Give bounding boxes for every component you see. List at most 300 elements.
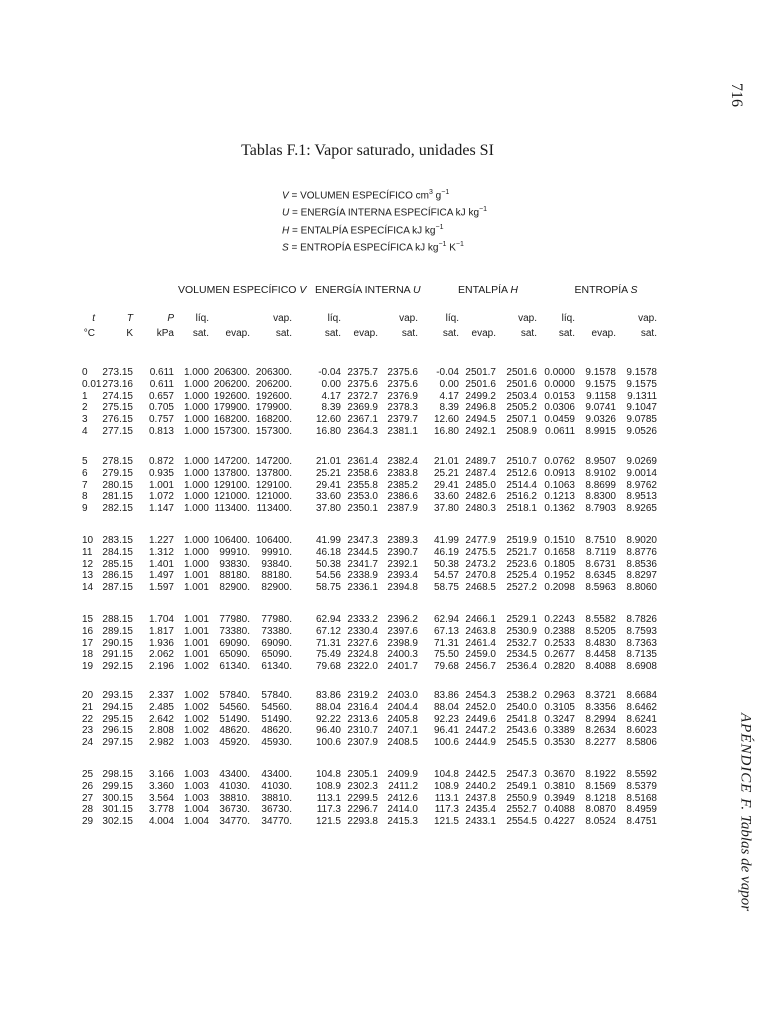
table-cell: 2521.7 — [506, 546, 537, 558]
column-header: sat. — [442, 328, 459, 339]
table-cell: 278.15 — [102, 456, 133, 467]
table-cell: 168200. — [255, 414, 292, 425]
table-cell: 8.6023 — [626, 725, 657, 737]
table-cell: 48620. — [261, 725, 292, 737]
table-cell: 45930. — [261, 737, 292, 748]
table-cell: 79.68 — [315, 661, 341, 672]
table-cell: 8.1218 — [585, 792, 616, 804]
table-cell: 2379.7 — [387, 414, 418, 425]
table-cell: 4.17 — [321, 390, 341, 402]
column-header: vap. — [399, 313, 418, 324]
page-number: 716 — [728, 83, 745, 107]
table-cell: 129100. — [255, 479, 292, 491]
table-cell: 157300. — [213, 425, 250, 437]
table-cell: 2447.2 — [465, 725, 496, 737]
table-cell: 2552.7 — [506, 804, 537, 816]
column-header: líq. — [445, 313, 459, 324]
table-cell: 2512.6 — [506, 467, 537, 479]
table-cell: 69090. — [261, 637, 292, 649]
table-cell: 2415.3 — [387, 816, 418, 827]
table-cell: 88.04 — [315, 701, 341, 713]
table-cell: 88180. — [261, 570, 292, 582]
table-cell: 8.7135 — [626, 649, 657, 661]
table-cell: 33.60 — [433, 491, 459, 503]
table-cell: 9.0785 — [626, 414, 657, 425]
table-cell: 79.68 — [433, 661, 459, 672]
column-header: sat. — [324, 328, 341, 339]
table-cell: 2302.3 — [347, 780, 378, 792]
table-cell: 0.1362 — [544, 503, 575, 514]
table-cell: 58.75 — [315, 582, 341, 593]
table-cell: 1.002 — [183, 713, 209, 725]
table-cell: 1.001 — [183, 582, 209, 593]
table-cell: 1.000 — [183, 479, 209, 491]
table-cell: 2487.4 — [465, 467, 496, 479]
symbol-legend — [282, 186, 487, 255]
table-cell: 298.15 — [102, 769, 133, 780]
table-cell: 65090. — [261, 649, 292, 661]
table-cell: 8.4458 — [585, 649, 616, 661]
table-cell: 10 — [82, 535, 94, 546]
table-cell: 0.1952 — [544, 570, 575, 582]
table-cell: 0.0762 — [544, 456, 575, 467]
table-cell: 8.7510 — [585, 535, 616, 546]
table-cell: 1.002 — [183, 701, 209, 713]
table-cell: 299.15 — [102, 780, 133, 792]
table-cell: 0.1213 — [544, 491, 575, 503]
table-cell: 292.15 — [102, 661, 133, 672]
table-cell: 2411.2 — [388, 780, 418, 792]
table-cell: 41.99 — [315, 535, 341, 546]
table-cell: 1.817 — [148, 625, 174, 637]
table-cell: 2.982 — [148, 737, 174, 748]
table-cell: 2414.0 — [387, 804, 418, 816]
table-cell: 282.15 — [102, 503, 133, 514]
table-cell: 147200. — [213, 456, 250, 467]
table-cell: 41.99 — [433, 535, 459, 546]
table-cell: 289.15 — [102, 625, 133, 637]
table-cell: 2324.8 — [347, 649, 378, 661]
table-cell: 2456.7 — [465, 661, 496, 672]
table-cell: 2470.8 — [465, 570, 496, 582]
table-cell: 8.7903 — [585, 503, 616, 514]
table-cell: 13 — [82, 570, 94, 582]
table-cell: 23 — [82, 725, 94, 737]
table-cell: 206200. — [213, 378, 250, 390]
table-cell: 2336.1 — [347, 582, 378, 593]
table-cell: 0.2677 — [544, 649, 575, 661]
table-cell: 273.16 — [102, 378, 133, 390]
table-cell: 2367.1 — [347, 414, 378, 425]
table-cell: 3.166 — [148, 769, 174, 780]
table-cell: 2.485 — [148, 701, 174, 713]
table-cell: 73380. — [261, 625, 292, 637]
table-cell: 2375.7 — [347, 367, 378, 378]
column-group-heading: ENTROPÍA S — [574, 284, 638, 296]
table-cell: 57840. — [219, 690, 250, 701]
table-cell: 8.4751 — [626, 816, 657, 827]
table-cell: 2523.6 — [506, 558, 537, 570]
table-cell: 121000. — [255, 491, 292, 503]
table-cell: 0.872 — [148, 456, 174, 467]
table-cell: 2313.6 — [347, 713, 378, 725]
column-header: °C — [83, 328, 95, 339]
table-cell: 2376.9 — [387, 390, 418, 402]
table-cell: 8.6241 — [626, 713, 657, 725]
table-cell: 99910. — [219, 546, 250, 558]
table-cell: 0.0000 — [544, 367, 575, 378]
table-cell: 2530.9 — [506, 625, 537, 637]
table-cell: 147200. — [255, 456, 292, 467]
legend-symbol: U — [282, 207, 290, 219]
table-cell: -0.04 — [318, 367, 341, 378]
column-header: t — [92, 313, 95, 324]
table-cell: 2405.8 — [387, 713, 418, 725]
legend-symbol: H — [282, 224, 290, 236]
table-cell: 1.003 — [183, 792, 209, 804]
table-cell: 108.9 — [315, 780, 341, 792]
table-cell: 2494.5 — [465, 414, 496, 425]
table-cell: 117.3 — [316, 804, 341, 816]
side-running-header — [737, 713, 754, 911]
table-cell: 2532.7 — [506, 637, 537, 649]
table-cell: 0.813 — [148, 425, 174, 437]
column-header: kPa — [156, 328, 174, 339]
table-cell: 2361.4 — [347, 456, 378, 467]
table-cell: 2473.2 — [465, 558, 496, 570]
table-cell: 274.15 — [102, 390, 133, 402]
table-cell: 2442.5 — [465, 769, 496, 780]
column-header: líq. — [327, 313, 341, 324]
table-cell: 2466.1 — [465, 614, 496, 625]
table-cell: 3.778 — [148, 804, 174, 816]
table-cell: 54560. — [261, 701, 292, 713]
table-cell: 8.1569 — [585, 780, 616, 792]
column-header: vap. — [518, 313, 537, 324]
table-cell: 9.0014 — [626, 467, 657, 479]
table-cell: 2296.7 — [347, 804, 378, 816]
table-cell: 38810. — [219, 792, 250, 804]
table-cell: 54.56 — [315, 570, 341, 582]
table-cell: 8.9507 — [585, 456, 616, 467]
table-cell: 2338.9 — [347, 570, 378, 582]
table-cell: 2330.4 — [347, 625, 378, 637]
table-cell: 9.0326 — [585, 414, 616, 425]
table-cell: 279.15 — [102, 467, 133, 479]
table-cell: 36730. — [261, 804, 292, 816]
table-cell: 0.2388 — [544, 625, 575, 637]
table-cell: 2341.7 — [347, 558, 378, 570]
table-cell: 2347.3 — [347, 535, 378, 546]
table-cell: 16.80 — [433, 425, 459, 437]
table-cell: 8.7826 — [626, 614, 657, 625]
table-cell: 8.8300 — [585, 491, 616, 503]
table-cell: 2540.0 — [506, 701, 537, 713]
table-cell: 21.01 — [315, 456, 341, 467]
table-cell: 8.8536 — [626, 558, 657, 570]
table-cell: 0.0611 — [545, 425, 575, 437]
table-cell: 0.00 — [439, 378, 459, 390]
table-cell: 9.1575 — [626, 378, 657, 390]
table-cell: 2510.7 — [506, 456, 537, 467]
table-cell: 0.1805 — [544, 558, 575, 570]
table-cell: 1.000 — [183, 558, 209, 570]
table-cell: 2409.9 — [387, 769, 418, 780]
table-cell: 179900. — [255, 402, 292, 414]
table-cell: 8.0524 — [585, 816, 616, 827]
table-cell: 8.8699 — [585, 479, 616, 491]
table-cell: 0.2098 — [544, 582, 575, 593]
table-cell: 1.001 — [183, 614, 209, 625]
table-cell: 117.3 — [434, 804, 459, 816]
table-cell: 100.6 — [315, 737, 341, 748]
table-cell: 61340. — [219, 661, 250, 672]
table-cell: 276.15 — [102, 414, 133, 425]
table-cell: 2344.5 — [347, 546, 378, 558]
table-cell: 2501.6 — [506, 378, 537, 390]
table-cell: 2444.9 — [465, 737, 496, 748]
table-cell: 2505.2 — [506, 402, 537, 414]
table-cell: 129100. — [213, 479, 250, 491]
table-cell: 8.9020 — [626, 535, 657, 546]
table-cell: 2305.1 — [347, 769, 378, 780]
table-cell: 0.0459 — [544, 414, 575, 425]
table-cell: 2364.3 — [347, 425, 378, 437]
table-cell: 8.5806 — [626, 737, 657, 748]
table-cell: 8.6462 — [626, 701, 657, 713]
table-cell: 2350.1 — [347, 503, 378, 514]
column-header: sat. — [520, 328, 537, 339]
table-cell: 2468.5 — [465, 582, 496, 593]
table-cell: 69090. — [219, 637, 250, 649]
table-cell: 2372.7 — [347, 390, 378, 402]
table-cell: 88180. — [219, 570, 250, 582]
table-cell: 8.6908 — [626, 661, 657, 672]
table-cell: 73380. — [219, 625, 250, 637]
table-cell: 0.00 — [321, 378, 341, 390]
table-cell: 2397.6 — [387, 625, 418, 637]
table-cell: 77980. — [219, 614, 250, 625]
table-cell: 1.000 — [183, 402, 209, 414]
table-cell: 19 — [82, 661, 94, 672]
table-cell: 0.3949 — [544, 792, 575, 804]
table-cell: 286.15 — [102, 570, 133, 582]
table-cell: 290.15 — [102, 637, 133, 649]
table-cell: 41030. — [261, 780, 292, 792]
table-cell: 1.003 — [183, 780, 209, 792]
table-cell: 2319.2 — [347, 690, 378, 701]
table-cell: 284.15 — [102, 546, 133, 558]
table-cell: 20 — [82, 690, 94, 701]
table-cell: 0.01 — [82, 378, 102, 390]
table-cell: 301.15 — [102, 804, 133, 816]
table-cell: 8.9102 — [585, 467, 616, 479]
column-group-heading: ENERGÍA INTERNA U — [315, 284, 421, 296]
table-cell: 0.4227 — [544, 816, 575, 827]
table-cell: 46.18 — [315, 546, 341, 558]
table-cell: 2538.2 — [506, 690, 537, 701]
table-cell: 1.002 — [183, 690, 209, 701]
table-cell: 2381.1 — [387, 425, 418, 437]
table-cell: 157300. — [255, 425, 292, 437]
table-cell: 2310.7 — [347, 725, 378, 737]
column-header: P — [167, 313, 174, 324]
table-cell: 2480.3 — [465, 503, 496, 514]
table-cell: 2477.9 — [465, 535, 496, 546]
table-cell: 2383.8 — [387, 467, 418, 479]
table-cell: 8.9762 — [626, 479, 657, 491]
table-cell: 2489.7 — [465, 456, 496, 467]
table-cell: 2407.1 — [387, 725, 418, 737]
table-cell: 11 — [82, 546, 93, 558]
table-cell: 0.3810 — [544, 780, 575, 792]
table-cell: 2.642 — [148, 713, 174, 725]
table-cell: 2333.2 — [347, 614, 378, 625]
column-header: evap. — [591, 328, 616, 339]
table-cell: 1.000 — [183, 378, 209, 390]
table-cell: 43400. — [219, 769, 250, 780]
table-cell: 28 — [82, 804, 94, 816]
table-cell: 0 — [82, 367, 88, 378]
table-cell: 273.15 — [102, 367, 133, 378]
legend-line: U = ENERGÍA INTERNA ESPECÍFICA kJ $kg^{-1}$ — [282, 206, 487, 219]
legend-line: S = ENTROPÍA ESPECÍFICA kJ $kg^{-1}$ $K^{-1}$ — [282, 240, 464, 254]
table-cell: 2501.6 — [465, 378, 496, 390]
table-cell: 2545.5 — [506, 737, 537, 748]
table-cell: 300.15 — [102, 792, 133, 804]
table-cell: 75.49 — [315, 649, 341, 661]
table-cell: 2403.0 — [387, 690, 418, 701]
table-cell: 8.5582 — [585, 614, 616, 625]
table-cell: 1.000 — [183, 467, 209, 479]
table-cell: 2433.1 — [465, 816, 496, 827]
table-cell: 46.19 — [433, 546, 459, 558]
table-cell: 2307.9 — [347, 737, 378, 748]
table-cell: 1.000 — [183, 367, 209, 378]
table-cell: 1.000 — [183, 414, 209, 425]
table-cell: 8.9513 — [626, 491, 657, 503]
table-cell: 280.15 — [102, 479, 133, 491]
table-cell: 2375.6 — [387, 367, 418, 378]
table-cell: 8.7119 — [586, 546, 616, 558]
table-cell: 22 — [82, 713, 94, 725]
table-cell: 58.75 — [433, 582, 459, 593]
table-cell: 1.003 — [183, 769, 209, 780]
table-cell: 1.001 — [148, 479, 174, 491]
table-cell: 96.41 — [433, 725, 459, 737]
table-cell: 2.337 — [148, 690, 174, 701]
table-cell: 121.5 — [433, 816, 459, 827]
table-cell: 2358.6 — [347, 467, 378, 479]
table-cell: 1.000 — [183, 503, 209, 514]
table-cell: 5 — [82, 456, 88, 467]
table-cell: 104.8 — [433, 769, 459, 780]
table-cell: 294.15 — [102, 701, 133, 713]
table-cell: 77980. — [261, 614, 292, 625]
table-cell: 2499.2 — [465, 390, 496, 402]
table-cell: 2514.4 — [506, 479, 537, 491]
table-cell: 12.60 — [315, 414, 341, 425]
table-cell: 2449.6 — [465, 713, 496, 725]
table-cell: 3 — [82, 414, 88, 425]
table-cell: 1.936 — [148, 637, 174, 649]
table-cell: 0.611 — [149, 378, 174, 390]
table-cell: 2482.6 — [465, 491, 496, 503]
table-cell: 2435.4 — [465, 804, 496, 816]
table-cell: 8 — [82, 491, 88, 503]
table-cell: 2536.4 — [506, 661, 537, 672]
table-cell: 2543.6 — [506, 725, 537, 737]
table-cell: 8.3721 — [585, 690, 616, 701]
table-cell: 9.1575 — [585, 378, 616, 390]
table-cell: 8.4959 — [626, 804, 657, 816]
table-cell: 302.15 — [102, 816, 133, 827]
table-cell: 26 — [82, 780, 94, 792]
table-cell: 29.41 — [315, 479, 341, 491]
table-cell: 8.2277 — [585, 737, 616, 748]
table-cell: 137800. — [255, 467, 292, 479]
table-cell: 83.86 — [433, 690, 459, 701]
table-cell: 2529.1 — [506, 614, 537, 625]
table-cell: 33.60 — [315, 491, 341, 503]
table-cell: 9.1311 — [627, 390, 657, 402]
table-cell: 2508.9 — [506, 425, 537, 437]
legend-symbol: V — [282, 190, 289, 202]
table-cell: 61340. — [261, 661, 292, 672]
table-cell: 137800. — [213, 467, 250, 479]
table-cell: 0.0153 — [544, 390, 575, 402]
table-title: Tablas F.1: Vapor saturado, unidades SI — [241, 142, 494, 159]
table-cell: 2452.0 — [465, 701, 496, 713]
table-cell: 2541.8 — [506, 713, 537, 725]
legend-line: V = VOLUMEN ESPECÍFICO $cm^3$ $g^{-1}$ — [282, 189, 450, 202]
table-cell: 2485.0 — [465, 479, 496, 491]
table-cell: 113.1 — [316, 792, 341, 804]
table-cell: 0.935 — [148, 467, 174, 479]
table-cell: 2385.2 — [387, 479, 418, 491]
table-cell: 2.196 — [148, 661, 174, 672]
table-cell: 82900. — [219, 582, 250, 593]
table-cell: 2394.8 — [387, 582, 418, 593]
table-cell: 92.23 — [433, 713, 459, 725]
table-cell: 2382.4 — [387, 456, 418, 467]
table-cell: 0.0000 — [544, 378, 575, 390]
table-cell: 297.15 — [102, 737, 133, 748]
table-cell: 106400. — [255, 535, 292, 546]
legend-symbol: S — [282, 242, 289, 254]
table-cell: 21.01 — [433, 456, 459, 467]
table-cell: 6 — [82, 467, 88, 479]
table-cell: 2389.3 — [387, 535, 418, 546]
table-cell: 0.0306 — [544, 402, 575, 414]
table-cell: 8.5168 — [626, 792, 657, 804]
table-cell: 2412.6 — [387, 792, 418, 804]
table-cell: 2519.9 — [506, 535, 537, 546]
table-cell: 0.705 — [148, 402, 174, 414]
table-cell: 0.4088 — [544, 804, 575, 816]
table-cell: 192600. — [255, 390, 292, 402]
table-cell: 2390.7 — [387, 546, 418, 558]
table-cell: 2393.4 — [387, 570, 418, 582]
table-cell: 25.21 — [433, 467, 459, 479]
table-cell: 2355.8 — [347, 479, 378, 491]
table-cell: 8.3356 — [585, 701, 616, 713]
table-cell: 277.15 — [102, 425, 133, 437]
table-cell: 2463.8 — [465, 625, 496, 637]
table-cell: 2401.7 — [387, 661, 418, 672]
table-cell: 0.757 — [148, 414, 174, 425]
column-header: vap. — [638, 313, 657, 324]
